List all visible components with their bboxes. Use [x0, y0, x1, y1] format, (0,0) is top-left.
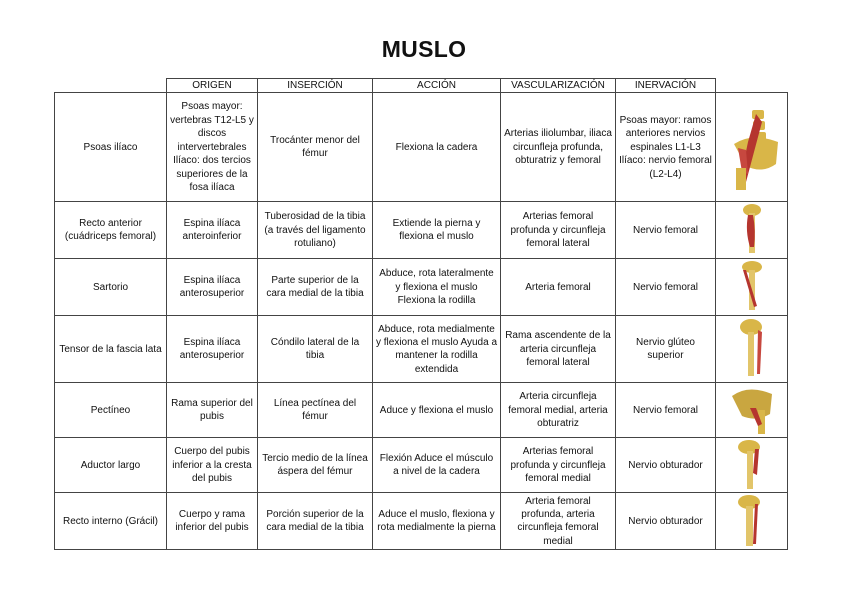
- cell-insercion: Línea pectínea del fémur: [258, 383, 373, 438]
- table-row: [55, 93, 788, 202]
- cell-origen: Espina ilíaca anteroinferior: [167, 202, 258, 259]
- cell-insercion: Cóndilo lateral de la tibia: [258, 316, 373, 383]
- cell-insercion: Trocánter menor del fémur: [258, 93, 373, 202]
- leg-sartorius-illustration-icon: [737, 260, 767, 314]
- page-title: MUSLO: [381, 36, 467, 62]
- cell-image: [716, 93, 788, 202]
- cell-accion: Extiende la pierna y flexiona el muslo: [373, 202, 501, 259]
- cell-inervacion: Nervio glúteo superior: [616, 316, 716, 383]
- cell-vascularizacion: Arterias iliolumbar, iliaca circunfleja profunda, obturatriz y femoral: [501, 93, 616, 202]
- pelvis-pectineus-illustration-icon: [728, 384, 776, 436]
- table-row: [55, 383, 788, 438]
- cell-image: [716, 202, 788, 259]
- cell-inervacion: Nervio femoral: [616, 383, 716, 438]
- table-row: [55, 493, 788, 550]
- cell-vascularizacion: Arteria circunfleja femoral medial, arteria obturatriz: [501, 383, 616, 438]
- cell-vascularizacion: Arteria femoral profunda, arteria circunfleja femoral medial: [501, 493, 616, 550]
- cell-inervacion: Nervio femoral: [616, 202, 716, 259]
- cell-insercion: Tuberosidad de la tibia (a través del ligamento rotuliano): [258, 202, 373, 259]
- header-vascularizacion: VASCULARIZACIÓN: [501, 79, 616, 93]
- header-accion: ACCIÓN: [373, 79, 501, 93]
- pelvis-psoas-illustration-icon: [722, 102, 782, 192]
- cell-insercion: Tercio medio de la línea áspera del fémur: [258, 438, 373, 493]
- cell-accion: Abduce, rota medialmente y flexiona el muslo Ayuda a mantener la rodilla extendida: [373, 316, 501, 383]
- cell-inervacion: Nervio obturador: [616, 438, 716, 493]
- leg-tensor-fascia-lata-illustration-icon: [736, 318, 768, 380]
- cell-image: [716, 493, 788, 550]
- cell-vascularizacion: Arteria femoral: [501, 259, 616, 316]
- cell-image: [716, 383, 788, 438]
- cell-vascularizacion: Arterias femoral profunda y circunfleja femoral medial: [501, 438, 616, 493]
- header-row: [55, 79, 788, 93]
- cell-vascularizacion: Arterias femoral profunda y circunfleja femoral lateral: [501, 202, 616, 259]
- header-inervacion: INERVACIÓN: [616, 79, 716, 93]
- header-insercion: INSERCIÓN: [258, 79, 373, 93]
- cell-accion: Flexión Aduce el músculo a nivel de la cadera: [373, 438, 501, 493]
- table-row: [55, 316, 788, 383]
- cell-accion: Abduce, rota lateralmente y flexiona el muslo Flexiona la rodilla: [373, 259, 501, 316]
- cell-origen: Espina ilíaca anterosuperior: [167, 259, 258, 316]
- cell-insercion: Porción superior de la cara medial de la tibia: [258, 493, 373, 550]
- cell-origen: Espina ilíaca anterosuperior: [167, 316, 258, 383]
- leg-gracilis-illustration-icon: [735, 494, 769, 548]
- cell-inervacion: Nervio femoral: [616, 259, 716, 316]
- cell-origen: Psoas mayor: vertebras T12-L5 y discos intervertebrales Ilíaco: dos tercios superiores de la fosa ilíaca: [167, 93, 258, 202]
- cell-origen: Rama superior del pubis: [167, 383, 258, 438]
- table-row: [55, 438, 788, 493]
- cell-musculo: Sartorio: [55, 259, 167, 316]
- leg-adductor-longus-illustration-icon: [735, 439, 769, 491]
- cell-vascularizacion: Rama ascendente de la arteria circunfleja femoral lateral: [501, 316, 616, 383]
- cell-accion: Aduce y flexiona el muslo: [373, 383, 501, 438]
- header-origen: ORIGEN: [167, 79, 258, 93]
- header-blank: [55, 79, 167, 93]
- cell-image: [716, 438, 788, 493]
- cell-image: [716, 259, 788, 316]
- header-image: [716, 79, 788, 93]
- table-row: [55, 259, 788, 316]
- cell-insercion: Parte superior de la cara medial de la tibia: [258, 259, 373, 316]
- cell-accion: Flexiona la cadera: [373, 93, 501, 202]
- cell-origen: Cuerpo y rama inferior del pubis: [167, 493, 258, 550]
- cell-musculo: Psoas ilíaco: [55, 93, 167, 202]
- table-row: [55, 202, 788, 259]
- cell-inervacion: Psoas mayor: ramos anteriores nervios espinales L1-L3 Ilíaco: nervio femoral (L2-L4): [616, 93, 716, 202]
- cell-inervacion: Nervio obturador: [616, 493, 716, 550]
- cell-origen: Cuerpo del pubis inferior a la cresta del pubis: [167, 438, 258, 493]
- cell-accion: Aduce el muslo, flexiona y rota medialmente la pierna: [373, 493, 501, 550]
- cell-musculo: Recto anterior (cuádriceps femoral): [55, 202, 167, 259]
- cell-musculo: Tensor de la fascia lata: [55, 316, 167, 383]
- cell-musculo: Recto interno (Grácil): [55, 493, 167, 550]
- leg-rectus-femoris-illustration-icon: [737, 203, 767, 257]
- cell-musculo: Pectíneo: [55, 383, 167, 438]
- cell-image: [716, 316, 788, 383]
- cell-musculo: Aductor largo: [55, 438, 167, 493]
- muscle-table: [54, 78, 788, 550]
